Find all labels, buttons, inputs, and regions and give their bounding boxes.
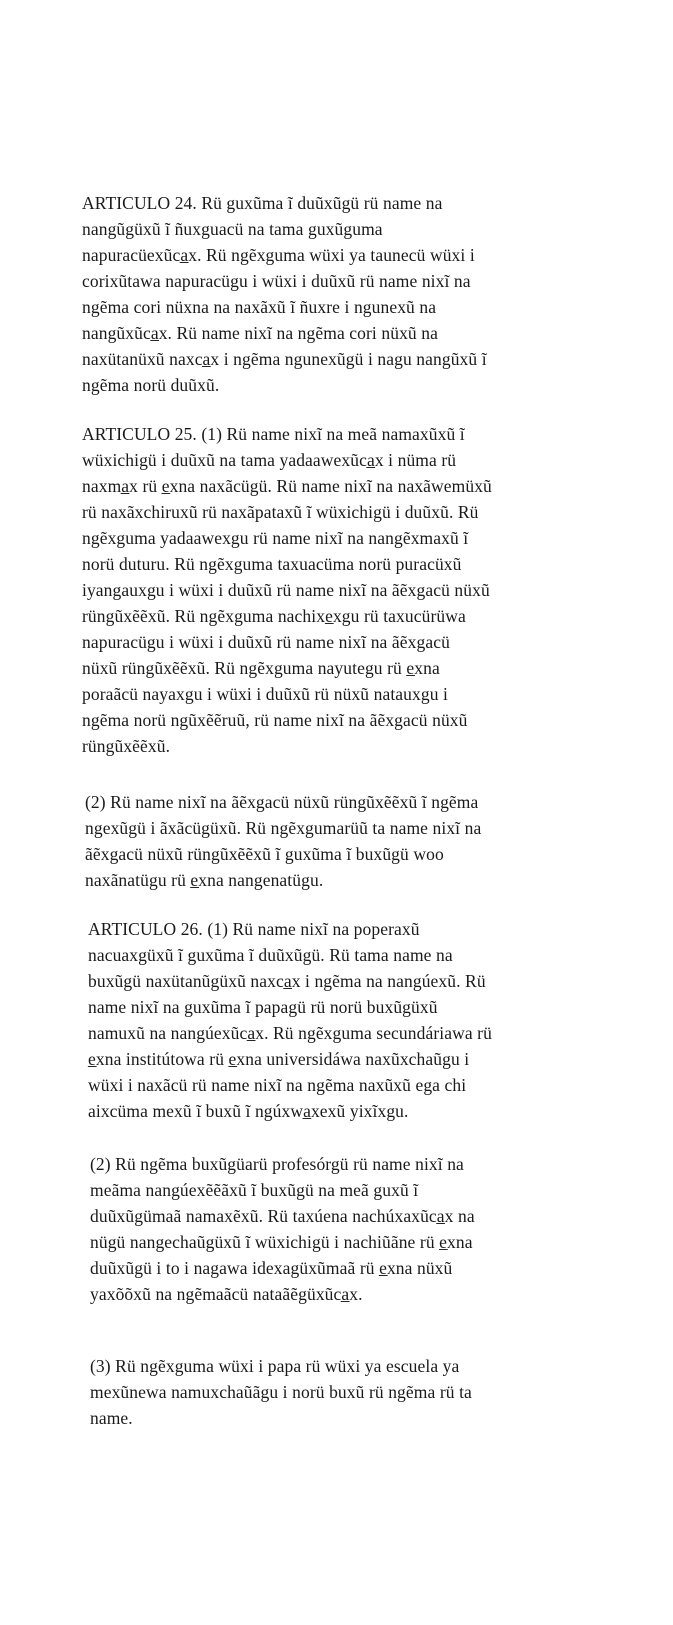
text-line: ãẽxgacü nüxũ rüngũxẽẽxũ ĩ guxũma ĩ buxũgü woo bbox=[85, 844, 444, 864]
text-line: corixũtawa napuracügu i wüxi i duũxũ rü name nixĩ na bbox=[82, 271, 471, 291]
text-line: (2) Rü name nixĩ na ãẽxgacü nüxũ rüngũxẽẽxũ ĩ ngẽma bbox=[85, 792, 479, 812]
text-line: name. bbox=[90, 1408, 133, 1428]
text-line: norü duturu. Rü ngẽxguma taxuacüma norü puracüxũ bbox=[82, 554, 462, 574]
text-line: nangũgüxũ ĩ ñuxguacü na tama guxũguma bbox=[82, 219, 383, 239]
text-line: ARTICULO 26. (1) Rü name nixĩ na poperaxũ bbox=[88, 919, 420, 939]
text-line: buxũgü naxütanũgüxũ naxca̲x i ngẽma na nangúexũ. Rü bbox=[88, 971, 486, 991]
text-line: ngẽma norü ngũxẽẽruũ, rü name nixĩ na ãẽxgacü nüxũ bbox=[82, 710, 468, 730]
text-line: nügü nangechaũgüxũ ĩ wüxichigü i nachiũãne rü e̲xna bbox=[90, 1232, 473, 1252]
text-line: duũxũgümaã namaxẽxũ. Rü taxúena nachúxaxũca̲x na bbox=[90, 1206, 475, 1226]
paragraph-article-26-1 bbox=[88, 916, 588, 1124]
text-line: namuxũ na nangúexũca̲x. Rü ngẽxguma secundáriawa rü bbox=[88, 1023, 492, 1043]
text-line: nüxũ rüngũxẽẽxũ. Rü ngẽxguma nayutegu rü e̲xna bbox=[82, 658, 440, 678]
text-line: nacuaxgüxũ ĩ guxũma ĩ duũxũgü. Rü tama name na bbox=[88, 945, 453, 965]
text-line: wüxichigü i duũxũ na tama yadaawexũca̲x i nüma rü bbox=[82, 450, 457, 470]
text-line: naxãnatügu rü e̲xna nangenatügu. bbox=[85, 870, 324, 890]
text-line: naxütanüxũ naxca̲x i ngẽma ngunexũgü i nagu nangũxũ ĩ bbox=[82, 349, 487, 369]
paragraph-article-25-2 bbox=[85, 789, 585, 893]
text-line: rüngũxẽẽxũ. bbox=[82, 736, 171, 756]
text-line: (2) Rü ngẽma buxũgüarü profesórgü rü name nixĩ na bbox=[90, 1154, 464, 1174]
text-line: naxma̲x rü e̲xna naxãcügü. Rü name nixĩ na naxãwemüxũ bbox=[82, 476, 492, 496]
text-line: ARTICULO 24. Rü guxũma ĩ duũxũgü rü name na bbox=[82, 193, 443, 213]
text-line: meãma nangúexẽẽãxũ ĩ buxũgü na meã guxũ ĩ bbox=[90, 1180, 419, 1200]
text-line: e̲xna institútowa rü e̲xna universidáwa naxũxchaũgu i bbox=[88, 1049, 470, 1069]
text-line: mexũnewa namuxchaũãgu i norü buxũ rü ngẽma rü ta bbox=[90, 1382, 472, 1402]
text-line: wüxi i naxãcü rü name nixĩ na ngẽma naxũxũ ega chi bbox=[88, 1075, 467, 1095]
text-line: rüngũxẽẽxũ. Rü ngẽxguma nachixe̲xgu rü taxucürüwa bbox=[82, 606, 466, 626]
text-line: ngexũgü i ãxãcügüxũ. Rü ngẽxgumarüũ ta name nixĩ na bbox=[85, 818, 482, 838]
paragraph-article-24 bbox=[82, 190, 582, 398]
paragraph-article-26-2 bbox=[90, 1151, 590, 1307]
paragraph-article-26-3 bbox=[90, 1353, 590, 1431]
text-line: ngẽxguma yadaawexgu rü name nixĩ na nangẽxmaxũ ĩ bbox=[82, 528, 469, 548]
text-line: poraãcü nayaxgu i wüxi i duũxũ rü nüxũ natauxgu i bbox=[82, 684, 448, 704]
text-line: napuracüexũca̲x. Rü ngẽxguma wüxi ya taunecü wüxi i bbox=[82, 245, 475, 265]
text-line: nangũxũca̲x. Rü name nixĩ na ngẽma cori nüxũ na bbox=[82, 323, 438, 343]
text-line: duũxũgü i to i nagawa idexagüxũmaã rü e̲xna nüxũ bbox=[90, 1258, 453, 1278]
text-line: ngẽma norü duũxũ. bbox=[82, 375, 220, 395]
text-line: ngẽma cori nüxna na naxãxũ ĩ ñuxre i ngunexũ na bbox=[82, 297, 437, 317]
text-line: name nixĩ na guxũma ĩ papagü rü norü buxũgüxũ bbox=[88, 997, 438, 1017]
text-line: iyangauxgu i wüxi i duũxũ rü name nixĩ na ãẽxgacü nüxũ bbox=[82, 580, 490, 600]
text-line: napuracügu i wüxi i duũxũ rü name nixĩ na ãẽxgacü bbox=[82, 632, 450, 652]
text-line: (3) Rü ngẽxguma wüxi i papa rü wüxi ya escuela ya bbox=[90, 1356, 460, 1376]
text-line: yaxõõxũ na ngẽmaãcü nataãẽgüxũca̲x. bbox=[90, 1284, 363, 1304]
text-line: aixcüma mexũ ĩ buxũ ĩ ngúxwa̲xexũ yixĩxgu. bbox=[88, 1101, 409, 1121]
text-line: rü naxãxchiruxũ rü naxãpataxũ ĩ wüxichigü i duũxũ. Rü bbox=[82, 502, 479, 522]
text-line: ARTICULO 25. (1) Rü name nixĩ na meã namaxũxũ ĩ bbox=[82, 424, 465, 444]
paragraph-article-25-1 bbox=[82, 421, 582, 759]
